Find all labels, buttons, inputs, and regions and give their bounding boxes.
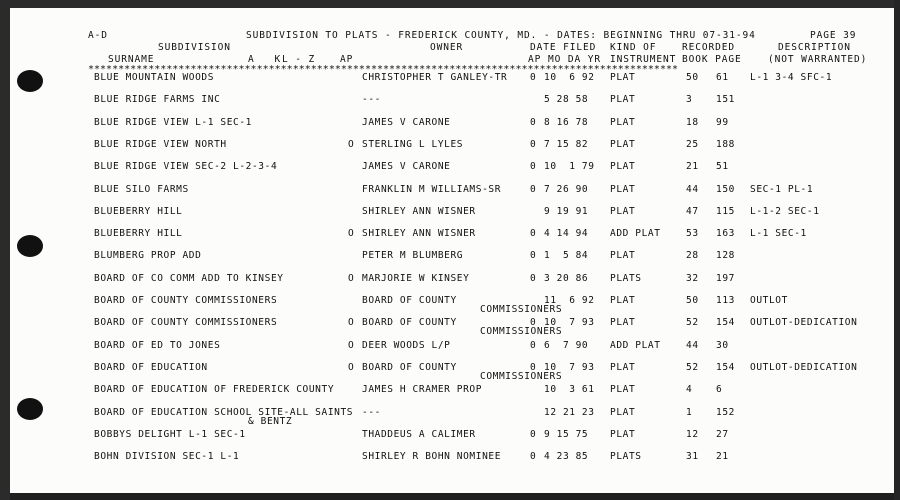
record-instrument: PLAT (610, 250, 636, 262)
document-sheet (10, 8, 894, 493)
record-page: 163 (716, 228, 735, 240)
record-instrument: PLAT (610, 295, 636, 306)
record-book: 47 (686, 205, 699, 217)
record-subdivision: BLUE RIDGE VIEW L-1 SEC-1 (94, 116, 252, 128)
record-date-filed: 5 28 58 (544, 94, 589, 106)
record-date-filed: 1 5 84 (544, 250, 589, 262)
column-header-date-filed: DATE FILED (530, 42, 597, 53)
record-owner: SHIRLEY ANN WISNER (362, 205, 476, 217)
column-header-recorded: RECORDED (682, 42, 735, 53)
record-instrument: PLAT (610, 428, 636, 440)
record-date-filed: 6 7 90 (544, 339, 589, 351)
record-owner: SHIRLEY ANN WISNER (362, 228, 476, 240)
record-book: 44 (686, 183, 699, 195)
record-owner: --- (362, 94, 381, 106)
column-header-ap-left: AP (340, 54, 354, 65)
record-owner-cont: COMMISSIONERS (480, 304, 563, 315)
record-description: SEC-1 PL-1 (750, 183, 814, 195)
record-owner: BOARD OF COUNTY (362, 295, 457, 306)
record-instrument: PLAT (610, 183, 636, 195)
record-page: 30 (716, 339, 729, 351)
record-date-filed: 10 1 79 (544, 161, 595, 173)
record-owner-prefix: O (348, 317, 355, 329)
record-date-filed: 12 21 23 (544, 406, 595, 418)
record-date-filed: 10 7 93 (544, 317, 595, 329)
column-header-a-k: A K (248, 54, 282, 65)
record-ap: 0 (530, 272, 537, 284)
record-subdivision: BLUE RIDGE VIEW SEC-2 L-2-3-4 (94, 161, 278, 173)
record-book: 50 (686, 295, 699, 306)
record-instrument: ADD PLAT (610, 339, 661, 351)
record-owner: CHRISTOPHER T GANLEY-TR (362, 72, 508, 83)
record-description: OUTLOT (750, 295, 788, 306)
record-page: 128 (716, 250, 735, 262)
record-owner-prefix: O (348, 138, 355, 150)
column-header-kind-of: KIND OF (610, 42, 657, 53)
record-page: 113 (716, 295, 735, 306)
report-code: A-D (88, 30, 108, 41)
record-owner-cont: COMMISSIONERS (480, 326, 563, 338)
record-instrument: PLAT (610, 406, 636, 418)
record-page: 154 (716, 361, 735, 373)
column-header-surname: SURNAME (108, 54, 155, 65)
record-ap: 0 (530, 451, 537, 463)
record-instrument: PLAT (610, 138, 636, 150)
record-subdivision: BOARD OF ED TO JONES (94, 339, 221, 351)
record-date-filed: 3 20 86 (544, 272, 589, 284)
record-owner: THADDEUS A CALIMER (362, 428, 476, 440)
record-instrument: ADD PLAT (610, 228, 661, 240)
record-instrument: PLAT (610, 317, 636, 329)
page-number: PAGE 39 (810, 30, 857, 41)
record-owner-prefix: O (348, 228, 355, 240)
record-page: 61 (716, 72, 729, 83)
record-subdivision: BLUE RIDGE VIEW NORTH (94, 138, 227, 150)
binder-hole (17, 398, 43, 420)
record-description: OUTLOT-DEDICATION (750, 361, 858, 373)
record-owner: STERLING L LYLES (362, 138, 464, 150)
record-page: 152 (716, 406, 735, 418)
record-owner: BOARD OF COUNTY (362, 317, 457, 329)
column-header-ap-right: AP (528, 54, 542, 65)
record-ap: 0 (530, 116, 537, 128)
record-subdivision-cont: & BENTZ (248, 415, 293, 427)
report-title: SUBDIVISION TO PLATS - FREDERICK COUNTY, MD. - DATES: BEGINNING THRU 07-31-94 (246, 30, 756, 41)
record-subdivision: BOBBYS DELIGHT L-1 SEC-1 (94, 428, 246, 440)
record-owner-cont: COMMISSIONERS (480, 370, 563, 382)
record-instrument: PLAT (610, 116, 636, 128)
column-header-mo-da-yr: MO DA YR (548, 54, 601, 65)
record-subdivision: BOARD OF COUNTY COMMISSIONERS (94, 317, 278, 329)
scan-edge-right (894, 0, 900, 500)
record-subdivision: BLUEBERRY HILL (94, 205, 183, 217)
scan-edge-top (0, 0, 900, 8)
column-header-instrument: INSTRUMENT (610, 54, 677, 65)
record-subdivision: BLUEBERRY HILL (94, 228, 183, 240)
record-instrument: PLAT (610, 161, 636, 173)
record-book: 12 (686, 428, 699, 440)
record-page: 188 (716, 138, 735, 150)
record-ap: 0 (530, 428, 537, 440)
record-instrument: PLAT (610, 361, 636, 373)
record-date-filed: 7 15 82 (544, 138, 589, 150)
record-book: 18 (686, 116, 699, 128)
record-subdivision: BOARD OF EDUCATION (94, 361, 208, 373)
record-date-filed: 9 19 91 (544, 205, 589, 217)
record-owner: JAMES V CARONE (362, 116, 451, 128)
record-owner-prefix: O (348, 339, 355, 351)
record-date-filed: 4 23 85 (544, 451, 589, 463)
scan-edge-bottom (0, 493, 900, 500)
record-book: 52 (686, 361, 699, 373)
binder-hole (17, 235, 43, 257)
record-date-filed: 9 15 75 (544, 428, 589, 440)
record-page: 99 (716, 116, 729, 128)
record-owner: SHIRLEY R BOHN NOMINEE (362, 451, 502, 463)
record-owner-prefix: O (348, 361, 355, 373)
header-rule: ************************************************************************************************** (88, 64, 679, 75)
record-ap: 0 (530, 138, 537, 150)
record-book: 1 (686, 406, 693, 418)
record-page: 6 (716, 384, 723, 396)
record-subdivision: BOHN DIVISION SEC-1 L-1 (94, 451, 240, 463)
record-instrument: PLAT (610, 205, 636, 217)
record-instrument: PLATS (610, 451, 642, 463)
record-book: 3 (686, 94, 693, 106)
record-page: 21 (716, 451, 729, 463)
record-page: 51 (716, 161, 729, 173)
record-ap: 0 (530, 183, 537, 195)
record-owner: JAMES H CRAMER PROP (362, 384, 483, 396)
column-header-owner: OWNER (430, 42, 464, 53)
record-owner: FRANKLIN M WILLIAMS-SR (362, 183, 502, 195)
record-ap: 0 (530, 72, 537, 83)
column-header-subdivision: SUBDIVISION (158, 42, 231, 53)
record-date-filed: 10 6 92 (544, 72, 595, 83)
column-header-not-warranted: (NOT WARRANTED) (768, 54, 868, 65)
record-subdivision: BLUE SILO FARMS (94, 183, 189, 195)
record-book: 28 (686, 250, 699, 262)
record-subdivision: BOARD OF EDUCATION SCHOOL SITE-ALL SAINTS (94, 406, 354, 418)
record-book: 50 (686, 72, 699, 83)
record-date-filed: 11 6 92 (544, 295, 595, 306)
record-instrument: PLAT (610, 384, 636, 396)
record-ap: 0 (530, 317, 537, 329)
record-subdivision: BLUMBERG PROP ADD (94, 250, 202, 262)
record-owner: MARJORIE W KINSEY (362, 272, 470, 284)
record-book: 4 (686, 384, 693, 396)
record-subdivision: BOARD OF CO COMM ADD TO KINSEY (94, 272, 284, 284)
record-ap: 0 (530, 361, 537, 373)
record-page: 115 (716, 205, 735, 217)
column-header-description: DESCRIPTION (778, 42, 851, 53)
record-date-filed: 10 7 93 (544, 361, 595, 373)
record-date-filed: 10 3 61 (544, 384, 595, 396)
record-subdivision: BOARD OF EDUCATION OF FREDERICK COUNTY (94, 384, 335, 396)
record-owner-prefix: O (348, 272, 355, 284)
record-date-filed: 7 26 90 (544, 183, 589, 195)
column-header-book-page: BOOK PAGE (682, 54, 742, 65)
record-subdivision: BLUE RIDGE FARMS INC (94, 94, 221, 106)
record-subdivision: BOARD OF COUNTY COMMISSIONERS (94, 295, 278, 306)
record-date-filed: 4 14 94 (544, 228, 589, 240)
record-description: L-1 3-4 SFC-1 (750, 72, 833, 83)
scan-edge-left (0, 0, 10, 500)
column-header-l-z: L - Z (282, 54, 316, 65)
record-page: 197 (716, 272, 735, 284)
record-page: 150 (716, 183, 735, 195)
record-owner: DEER WOODS L/P (362, 339, 451, 351)
record-page: 151 (716, 94, 735, 106)
record-ap: 0 (530, 250, 537, 262)
record-book: 32 (686, 272, 699, 284)
binder-hole (17, 70, 43, 92)
record-instrument: PLAT (610, 94, 636, 106)
record-instrument: PLAT (610, 72, 636, 83)
record-owner: PETER M BLUMBERG (362, 250, 464, 262)
record-owner: --- (362, 406, 381, 418)
record-book: 21 (686, 161, 699, 173)
record-book: 44 (686, 339, 699, 351)
record-ap: 0 (530, 228, 537, 240)
record-book: 53 (686, 228, 699, 240)
record-page: 27 (716, 428, 729, 440)
record-page: 154 (716, 317, 735, 329)
record-description: OUTLOT-DEDICATION (750, 317, 858, 329)
record-subdivision: BLUE MOUNTAIN WOODS (94, 72, 215, 83)
record-book: 31 (686, 451, 699, 463)
record-owner: JAMES V CARONE (362, 161, 451, 173)
record-book: 52 (686, 317, 699, 329)
record-owner: BOARD OF COUNTY (362, 361, 457, 373)
record-ap: 0 (530, 161, 537, 173)
record-description: L-1 SEC-1 (750, 228, 807, 240)
record-ap: 0 (530, 339, 537, 351)
record-book: 25 (686, 138, 699, 150)
record-date-filed: 8 16 78 (544, 116, 589, 128)
record-description: L-1-2 SEC-1 (750, 205, 820, 217)
record-instrument: PLATS (610, 272, 642, 284)
